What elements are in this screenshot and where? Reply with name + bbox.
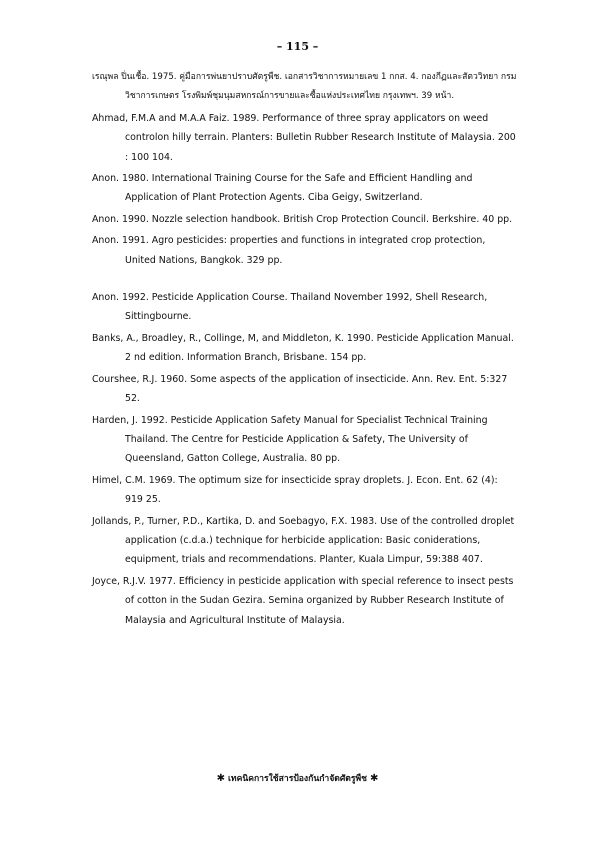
star-icon: ✱	[370, 773, 379, 784]
reference-item: Banks, A., Broadley, R., Collinge, M, and Middleton, K. 1990. Pesticide Application Manual. 2 nd edition. Information Branch, Brisbane. 154 pp.	[92, 332, 514, 364]
page-number: – 115 –	[276, 40, 319, 53]
reference-item: Anon. 1991. Agro pesticides: properties and functions in integrated crop protection, United Nations, Bangkok. 329 pp.	[92, 235, 486, 266]
star-icon: ✱	[216, 773, 225, 784]
reference-item: Anon. 1992. Pesticide Application Course. Thailand November 1992, Shell Research, Sittingbourne.	[92, 292, 488, 323]
footer-title: เทคนิคการใช้สารป้องกันกำจัดศัตรูพืช	[227, 774, 368, 784]
reference-item: Himel, C.M. 1969. The optimum size for insecticide spray droplets. J. Econ. Ent. 62 (4): 919 25.	[92, 474, 498, 506]
page-footer	[0, 771, 595, 785]
reference-item: Harden, J. 1992. Pesticide Application Safety Manual for Specialist Technical Training Thailand. The Centre for Pesticide Application & Safety, The University of Queensland, Gatton College, Australia. 80 pp.	[92, 414, 488, 465]
reference-item: Anon. 1980. International Training Course for the Safe and Efficient Handling and Application of Plant Protection Agents. Ciba Geigy, Switzerland.	[92, 173, 473, 204]
reference-item: Jollands, P., Turner, P.D., Kartika, D. and Soebagyo, F.X. 1983. Use of the controlled droplet application (c.d.a.) technique for herbicide application: Basic coniderations, equipment, trials and recommendations. Planter, Kuala Limpur, 59:388 407.	[92, 515, 515, 566]
reference-list	[92, 68, 517, 632]
reference-item: Anon. 1990. Nozzle selection handbook. British Crop Protection Council. Berkshire. 40 pp.	[92, 213, 513, 225]
reference-item: เรณุพล ปิ่นเชื้อ. 1975. คู่มือการพ่นยาปราบศัตรูพืช. เอกสารวิชาการหมายเลข 1 กกส. 4. กองกีฏและสัตววิทยา กรมวิชาการเกษตร โรงพิมพ์ชุมนุมสหกรณ์การขายและซื้อแห่งประเทศไทย กรุงเทพฯ. 39 หน้า.	[92, 72, 517, 102]
reference-item: Ahmad, F.M.A and M.A.A Faiz. 1989. Performance of three spray applicators on weed controlon hilly terrain. Planters: Bulletin Rubber Research Institute of Malaysia. 200 : 100 104.	[92, 112, 516, 163]
reference-item: Courshee, R.J. 1960. Some aspects of the application of insecticide. Ann. Rev. Ent. 5:327 52.	[92, 373, 508, 405]
reference-item: Joyce, R.J.V. 1977. Efficiency in pesticide application with special reference to insect pests of cotton in the Sudan Gezira. Semina organized by Rubber Research Institute of Malaysia and Agricultural Institute of Malaysia.	[92, 575, 514, 626]
